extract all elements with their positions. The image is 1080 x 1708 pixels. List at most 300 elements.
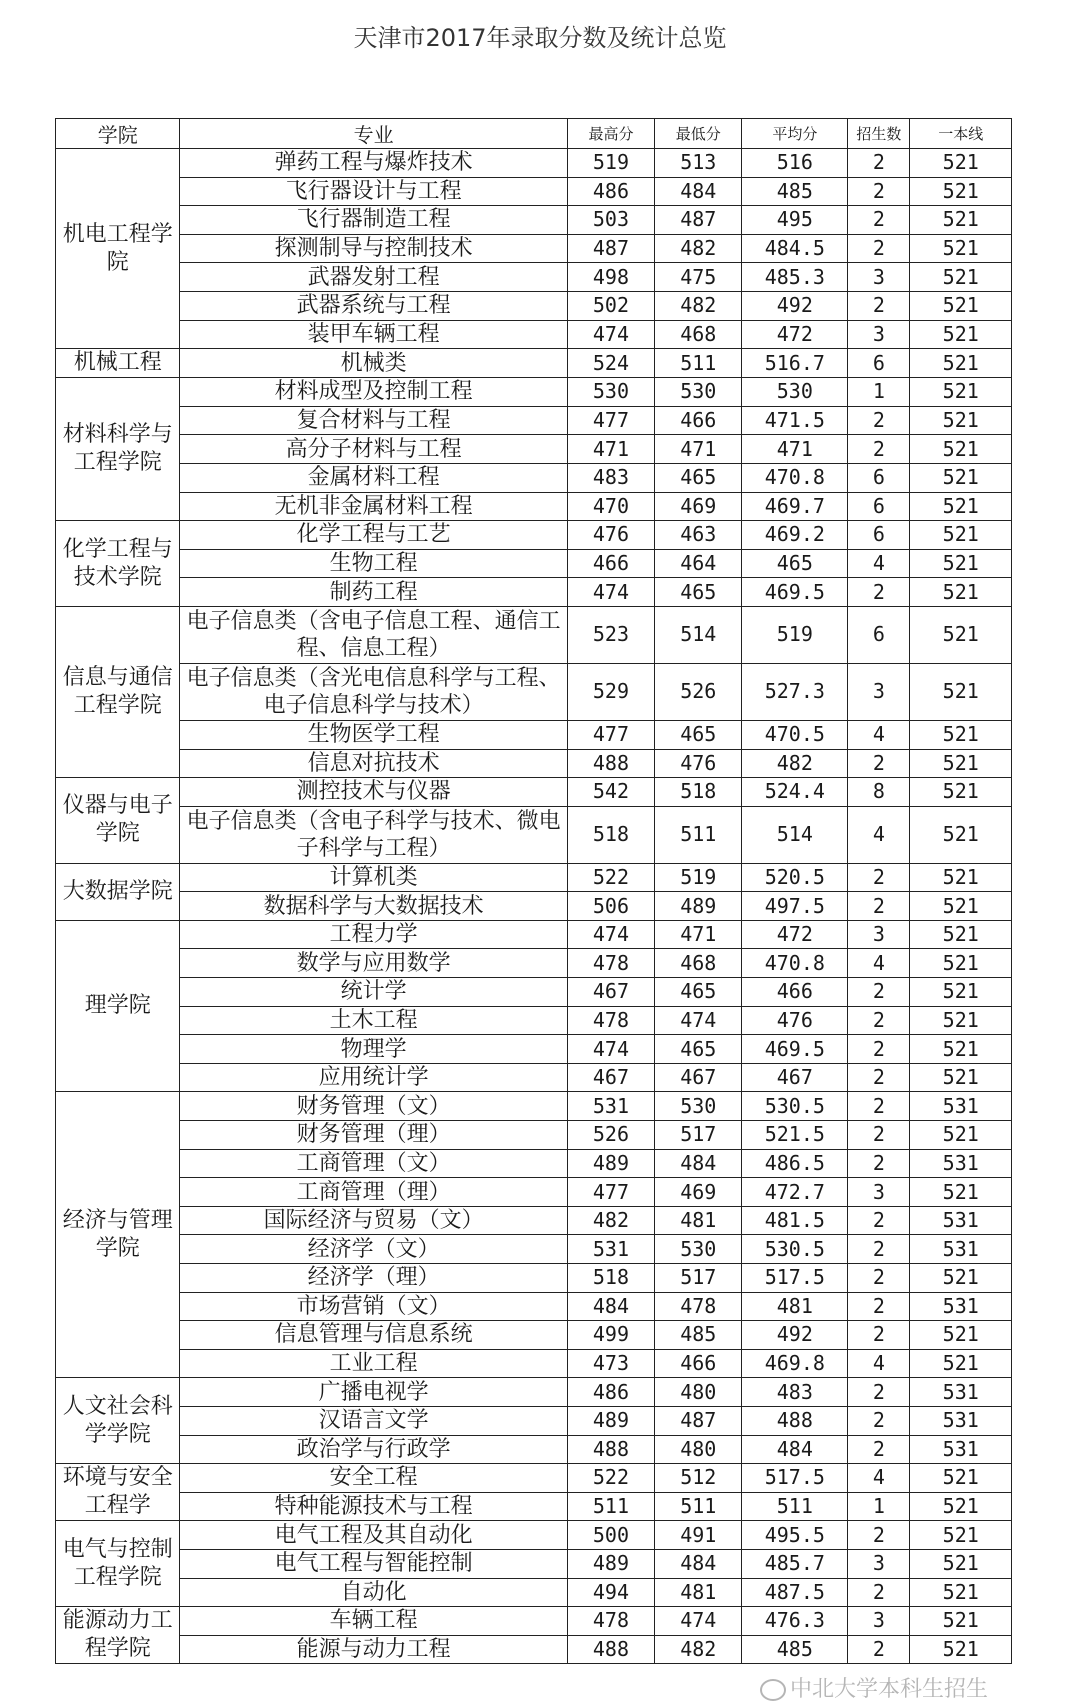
max-score-cell: 476 [567, 521, 654, 550]
max-score-cell: 524 [567, 349, 654, 378]
enrollment-count-cell: 2 [848, 1292, 910, 1321]
min-score-cell: 471 [655, 920, 742, 949]
avg-score-cell: 472 [742, 920, 848, 949]
tier-line-cell: 521 [910, 720, 1012, 749]
college-cell: 仪器与电子学院 [56, 778, 180, 864]
enrollment-count-cell: 3 [848, 663, 910, 720]
major-cell: 金属材料工程 [180, 463, 567, 492]
min-score-cell: 481 [655, 1578, 742, 1607]
min-score-cell: 485 [655, 1321, 742, 1350]
enrollment-count-cell: 6 [848, 606, 910, 663]
min-score-cell: 530 [655, 1092, 742, 1121]
table-row [56, 1635, 1012, 1664]
tier-line-cell: 521 [910, 149, 1012, 178]
enrollment-count-cell: 3 [848, 320, 910, 349]
enrollment-count-cell: 2 [848, 1006, 910, 1035]
major-cell: 数学与应用数学 [180, 949, 567, 978]
tier-line-cell: 521 [910, 463, 1012, 492]
avg-score-cell: 469.2 [742, 521, 848, 550]
max-score-cell: 522 [567, 1464, 654, 1493]
major-cell: 电子信息类（含光电信息科学与工程、电子信息科学与技术） [180, 663, 567, 720]
tier-line-cell: 521 [910, 606, 1012, 663]
tier-line-cell: 521 [910, 1349, 1012, 1378]
table-row [56, 263, 1012, 292]
max-score-cell: 488 [567, 1635, 654, 1664]
max-score-cell: 488 [567, 1435, 654, 1464]
enrollment-count-cell: 2 [848, 1149, 910, 1178]
enrollment-count-cell: 3 [848, 263, 910, 292]
major-cell: 经济学（文） [180, 1235, 567, 1264]
tier-line-cell: 521 [910, 378, 1012, 407]
min-score-cell: 465 [655, 720, 742, 749]
major-cell: 测控技术与仪器 [180, 778, 567, 807]
max-score-cell: 518 [567, 1264, 654, 1293]
enrollment-count-cell: 3 [848, 920, 910, 949]
min-score-cell: 471 [655, 435, 742, 464]
enrollment-count-cell: 2 [848, 863, 910, 892]
tier-line-cell: 521 [910, 1063, 1012, 1092]
min-score-cell: 465 [655, 1035, 742, 1064]
table-row [56, 549, 1012, 578]
enrollment-count-cell: 2 [848, 1521, 910, 1550]
max-score-cell: 484 [567, 1292, 654, 1321]
major-cell: 市场营销（文） [180, 1292, 567, 1321]
major-cell: 应用统计学 [180, 1063, 567, 1092]
college-cell: 信息与通信工程学院 [56, 606, 180, 777]
college-cell: 环境与安全工程学 [56, 1464, 180, 1521]
max-score-cell: 466 [567, 549, 654, 578]
tier-line-cell: 521 [910, 1578, 1012, 1607]
avg-score-cell: 519 [742, 606, 848, 663]
min-score-cell: 482 [655, 1635, 742, 1664]
table-row [56, 1149, 1012, 1178]
enrollment-count-cell: 4 [848, 549, 910, 578]
tier-line-cell: 521 [910, 920, 1012, 949]
college-cell: 能源动力工程学院 [56, 1607, 180, 1664]
avg-score-cell: 487.5 [742, 1578, 848, 1607]
enrollment-count-cell: 8 [848, 778, 910, 807]
tier-line-cell: 521 [910, 1549, 1012, 1578]
avg-score-cell: 485.7 [742, 1549, 848, 1578]
major-cell: 物理学 [180, 1035, 567, 1064]
major-cell: 高分子材料与工程 [180, 435, 567, 464]
major-cell: 信息对抗技术 [180, 749, 567, 778]
table-row [56, 1063, 1012, 1092]
tier-line-cell: 521 [910, 435, 1012, 464]
enrollment-count-cell: 3 [848, 1607, 910, 1636]
tier-line-cell: 521 [910, 892, 1012, 921]
enrollment-count-cell: 6 [848, 521, 910, 550]
header-college: 学院 [56, 119, 180, 149]
enrollment-count-cell: 2 [848, 978, 910, 1007]
table-row [56, 978, 1012, 1007]
min-score-cell: 517 [655, 1121, 742, 1150]
enrollment-count-cell: 2 [848, 149, 910, 178]
avg-score-cell: 472 [742, 320, 848, 349]
min-score-cell: 514 [655, 606, 742, 663]
tier-line-cell: 521 [910, 349, 1012, 378]
enrollment-count-cell: 4 [848, 720, 910, 749]
major-cell: 经济学（理） [180, 1264, 567, 1293]
avg-score-cell: 495 [742, 206, 848, 235]
max-score-cell: 506 [567, 892, 654, 921]
major-cell: 电气工程及其自动化 [180, 1521, 567, 1550]
table-row [56, 177, 1012, 206]
avg-score-cell: 530.5 [742, 1092, 848, 1121]
college-cell: 化学工程与技术学院 [56, 521, 180, 607]
college-cell: 人文社会科学学院 [56, 1378, 180, 1464]
min-score-cell: 511 [655, 349, 742, 378]
enrollment-count-cell: 2 [848, 1578, 910, 1607]
major-cell: 工程力学 [180, 920, 567, 949]
max-score-cell: 531 [567, 1092, 654, 1121]
table-row [56, 806, 1012, 863]
table-row [56, 1321, 1012, 1350]
min-score-cell: 474 [655, 1607, 742, 1636]
avg-score-cell: 484 [742, 1435, 848, 1464]
avg-score-cell: 488 [742, 1406, 848, 1435]
max-score-cell: 523 [567, 606, 654, 663]
tier-line-cell: 521 [910, 234, 1012, 263]
max-score-cell: 483 [567, 463, 654, 492]
min-score-cell: 487 [655, 206, 742, 235]
tier-line-cell: 521 [910, 320, 1012, 349]
avg-score-cell: 482 [742, 749, 848, 778]
header-max: 最高分 [567, 119, 654, 149]
avg-score-cell: 467 [742, 1063, 848, 1092]
max-score-cell: 477 [567, 720, 654, 749]
college-cell: 大数据学院 [56, 863, 180, 920]
max-score-cell: 474 [567, 578, 654, 607]
min-score-cell: 491 [655, 1521, 742, 1550]
max-score-cell: 471 [567, 435, 654, 464]
max-score-cell: 542 [567, 778, 654, 807]
watermark [760, 1672, 988, 1703]
avg-score-cell: 470.8 [742, 949, 848, 978]
enrollment-count-cell: 2 [848, 206, 910, 235]
table-row [56, 149, 1012, 178]
tier-line-cell: 531 [910, 1092, 1012, 1121]
min-score-cell: 487 [655, 1406, 742, 1435]
avg-score-cell: 471.5 [742, 406, 848, 435]
enrollment-count-cell: 2 [848, 1235, 910, 1264]
enrollment-count-cell: 2 [848, 1435, 910, 1464]
max-score-cell: 470 [567, 492, 654, 521]
max-score-cell: 478 [567, 1607, 654, 1636]
avg-score-cell: 469.5 [742, 1035, 848, 1064]
tier-line-cell: 531 [910, 1149, 1012, 1178]
header-avg: 平均分 [742, 119, 848, 149]
tier-line-cell: 521 [910, 1264, 1012, 1293]
max-score-cell: 502 [567, 291, 654, 320]
enrollment-count-cell: 2 [848, 1035, 910, 1064]
enrollment-count-cell: 2 [848, 177, 910, 206]
table-row [56, 521, 1012, 550]
tier-line-cell: 521 [910, 749, 1012, 778]
max-score-cell: 487 [567, 234, 654, 263]
min-score-cell: 512 [655, 1464, 742, 1493]
major-cell: 财务管理（理） [180, 1121, 567, 1150]
major-cell: 车辆工程 [180, 1607, 567, 1636]
avg-score-cell: 497.5 [742, 892, 848, 921]
max-score-cell: 503 [567, 206, 654, 235]
major-cell: 工商管理（理） [180, 1178, 567, 1207]
table-row [56, 1006, 1012, 1035]
min-score-cell: 511 [655, 1492, 742, 1521]
major-cell: 装甲车辆工程 [180, 320, 567, 349]
table-row [56, 892, 1012, 921]
max-score-cell: 494 [567, 1578, 654, 1607]
avg-score-cell: 495.5 [742, 1521, 848, 1550]
major-cell: 复合材料与工程 [180, 406, 567, 435]
avg-score-cell: 485.3 [742, 263, 848, 292]
table-body [56, 149, 1012, 1664]
enrollment-count-cell: 2 [848, 435, 910, 464]
min-score-cell: 484 [655, 1549, 742, 1578]
table-row [56, 749, 1012, 778]
table-row [56, 1406, 1012, 1435]
enrollment-count-cell: 2 [848, 1264, 910, 1293]
max-score-cell: 474 [567, 320, 654, 349]
table-row [56, 1378, 1012, 1407]
tier-line-cell: 521 [910, 549, 1012, 578]
college-cell: 经济与管理学院 [56, 1092, 180, 1378]
table-row [56, 606, 1012, 663]
enrollment-count-cell: 6 [848, 492, 910, 521]
enrollment-count-cell: 1 [848, 378, 910, 407]
tier-line-cell: 521 [910, 1321, 1012, 1350]
min-score-cell: 482 [655, 234, 742, 263]
enrollment-count-cell: 2 [848, 291, 910, 320]
table-row [56, 1435, 1012, 1464]
avg-score-cell: 470.5 [742, 720, 848, 749]
major-cell: 计算机类 [180, 863, 567, 892]
min-score-cell: 513 [655, 149, 742, 178]
tier-line-cell: 531 [910, 1292, 1012, 1321]
tier-line-cell: 531 [910, 1435, 1012, 1464]
avg-score-cell: 484.5 [742, 234, 848, 263]
min-score-cell: 484 [655, 177, 742, 206]
avg-score-cell: 481 [742, 1292, 848, 1321]
avg-score-cell: 469.7 [742, 492, 848, 521]
avg-score-cell: 465 [742, 549, 848, 578]
max-score-cell: 467 [567, 978, 654, 1007]
page-title: 天津市2017年录取分数及统计总览 [353, 24, 727, 52]
min-score-cell: 478 [655, 1292, 742, 1321]
tier-line-cell: 531 [910, 1235, 1012, 1264]
avg-score-cell: 524.4 [742, 778, 848, 807]
avg-score-cell: 486.5 [742, 1149, 848, 1178]
avg-score-cell: 470.8 [742, 463, 848, 492]
min-score-cell: 480 [655, 1378, 742, 1407]
table-row [56, 349, 1012, 378]
tier-line-cell: 521 [910, 778, 1012, 807]
tier-line-cell: 521 [910, 291, 1012, 320]
tier-line-cell: 521 [910, 578, 1012, 607]
major-cell: 工商管理（文） [180, 1149, 567, 1178]
tier-line-cell: 521 [910, 663, 1012, 720]
avg-score-cell: 516.7 [742, 349, 848, 378]
enrollment-count-cell: 4 [848, 1464, 910, 1493]
avg-score-cell: 469.8 [742, 1349, 848, 1378]
max-score-cell: 500 [567, 1521, 654, 1550]
max-score-cell: 477 [567, 406, 654, 435]
major-cell: 电子信息类（含电子信息工程、通信工程、信息工程） [180, 606, 567, 663]
avg-score-cell: 492 [742, 291, 848, 320]
table-row [56, 578, 1012, 607]
table-row [56, 1492, 1012, 1521]
table-row [56, 663, 1012, 720]
tier-line-cell: 521 [910, 406, 1012, 435]
min-score-cell: 468 [655, 949, 742, 978]
tier-line-cell: 521 [910, 177, 1012, 206]
min-score-cell: 468 [655, 320, 742, 349]
max-score-cell: 522 [567, 863, 654, 892]
enrollment-count-cell: 2 [848, 749, 910, 778]
major-cell: 信息管理与信息系统 [180, 1321, 567, 1350]
tier-line-cell: 531 [910, 1406, 1012, 1435]
major-cell: 能源与动力工程 [180, 1635, 567, 1664]
header-count: 招生数 [848, 119, 910, 149]
college-cell: 电气与控制工程学院 [56, 1521, 180, 1607]
major-cell: 广播电视学 [180, 1378, 567, 1407]
table-row [56, 1206, 1012, 1235]
avg-score-cell: 517.5 [742, 1464, 848, 1493]
min-score-cell: 467 [655, 1063, 742, 1092]
max-score-cell: 518 [567, 806, 654, 863]
table-row [56, 1035, 1012, 1064]
major-cell: 探测制导与控制技术 [180, 234, 567, 263]
avg-score-cell: 530 [742, 378, 848, 407]
min-score-cell: 484 [655, 1149, 742, 1178]
major-cell: 机械类 [180, 349, 567, 378]
major-cell: 武器系统与工程 [180, 291, 567, 320]
major-cell: 安全工程 [180, 1464, 567, 1493]
tier-line-cell: 521 [910, 206, 1012, 235]
major-cell: 飞行器制造工程 [180, 206, 567, 235]
table-row [56, 1578, 1012, 1607]
avg-score-cell: 527.3 [742, 663, 848, 720]
tier-line-cell: 531 [910, 1206, 1012, 1235]
tier-line-cell: 521 [910, 1464, 1012, 1493]
major-cell: 无机非金属材料工程 [180, 492, 567, 521]
table-row [56, 463, 1012, 492]
major-cell: 弹药工程与爆炸技术 [180, 149, 567, 178]
table-row [56, 378, 1012, 407]
table-row [56, 1549, 1012, 1578]
min-score-cell: 530 [655, 1235, 742, 1264]
enrollment-count-cell: 2 [848, 1206, 910, 1235]
min-score-cell: 518 [655, 778, 742, 807]
table-row [56, 1349, 1012, 1378]
tier-line-cell: 521 [910, 863, 1012, 892]
enrollment-count-cell: 2 [848, 1635, 910, 1664]
min-score-cell: 482 [655, 291, 742, 320]
major-cell: 生物医学工程 [180, 720, 567, 749]
college-cell: 材料科学与工程学院 [56, 378, 180, 521]
tier-line-cell: 521 [910, 806, 1012, 863]
enrollment-count-cell: 2 [848, 1406, 910, 1435]
min-score-cell: 464 [655, 549, 742, 578]
header-line: 一本线 [910, 119, 1012, 149]
min-score-cell: 480 [655, 1435, 742, 1464]
enrollment-count-cell: 2 [848, 1378, 910, 1407]
avg-score-cell: 530.5 [742, 1235, 848, 1264]
avg-score-cell: 485 [742, 1635, 848, 1664]
table-row [56, 406, 1012, 435]
min-score-cell: 475 [655, 263, 742, 292]
major-cell: 制药工程 [180, 578, 567, 607]
table-row [56, 1607, 1012, 1636]
table-row [56, 1121, 1012, 1150]
college-cell: 机械工程 [56, 349, 180, 378]
max-score-cell: 478 [567, 949, 654, 978]
avg-score-cell: 476 [742, 1006, 848, 1035]
avg-score-cell: 520.5 [742, 863, 848, 892]
tier-line-cell: 521 [910, 1121, 1012, 1150]
tier-line-cell: 521 [910, 521, 1012, 550]
major-cell: 材料成型及控制工程 [180, 378, 567, 407]
min-score-cell: 511 [655, 806, 742, 863]
major-cell: 国际经济与贸易（文） [180, 1206, 567, 1235]
enrollment-count-cell: 2 [848, 892, 910, 921]
avg-score-cell: 517.5 [742, 1264, 848, 1293]
scores-table-wrapper [55, 118, 1012, 1664]
min-score-cell: 517 [655, 1264, 742, 1293]
table-row [56, 234, 1012, 263]
enrollment-count-cell: 3 [848, 1178, 910, 1207]
major-cell: 政治学与行政学 [180, 1435, 567, 1464]
tier-line-cell: 521 [910, 1006, 1012, 1035]
enrollment-count-cell: 2 [848, 1321, 910, 1350]
college-cell: 机电工程学院 [56, 149, 180, 349]
table-row [56, 1264, 1012, 1293]
avg-score-cell: 466 [742, 978, 848, 1007]
max-score-cell: 529 [567, 663, 654, 720]
major-cell: 汉语言文学 [180, 1406, 567, 1435]
table-row [56, 206, 1012, 235]
table-row [56, 492, 1012, 521]
table-row [56, 863, 1012, 892]
table-row [56, 435, 1012, 464]
avg-score-cell: 514 [742, 806, 848, 863]
min-score-cell: 465 [655, 978, 742, 1007]
max-score-cell: 489 [567, 1149, 654, 1178]
avg-score-cell: 511 [742, 1492, 848, 1521]
max-score-cell: 489 [567, 1549, 654, 1578]
max-score-cell: 488 [567, 749, 654, 778]
tier-line-cell: 521 [910, 1035, 1012, 1064]
min-score-cell: 463 [655, 521, 742, 550]
tier-line-cell: 521 [910, 492, 1012, 521]
enrollment-count-cell: 2 [848, 234, 910, 263]
table-row [56, 1092, 1012, 1121]
table-row [56, 291, 1012, 320]
enrollment-count-cell: 3 [848, 1549, 910, 1578]
max-score-cell: 473 [567, 1349, 654, 1378]
major-cell: 数据科学与大数据技术 [180, 892, 567, 921]
major-cell: 特种能源技术与工程 [180, 1492, 567, 1521]
header-major: 专业 [180, 119, 567, 149]
table-row [56, 1178, 1012, 1207]
min-score-cell: 489 [655, 892, 742, 921]
max-score-cell: 486 [567, 1378, 654, 1407]
enrollment-count-cell: 2 [848, 406, 910, 435]
major-cell: 工业工程 [180, 1349, 567, 1378]
max-score-cell: 498 [567, 263, 654, 292]
table-row [56, 1235, 1012, 1264]
major-cell: 财务管理（文） [180, 1092, 567, 1121]
